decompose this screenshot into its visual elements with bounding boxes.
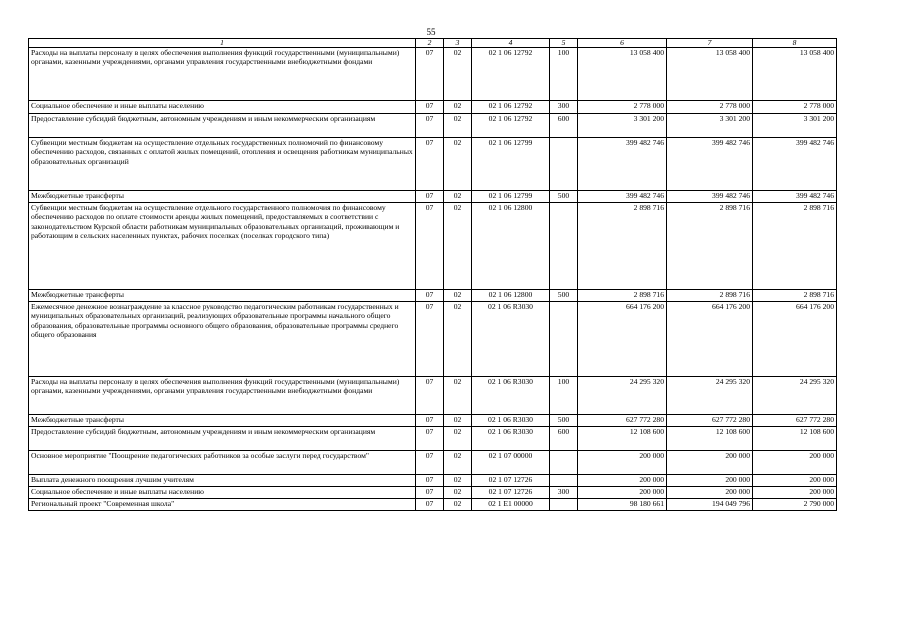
- section-cell: 07: [416, 114, 444, 138]
- target-article-cell: 02 1 07 12726: [472, 475, 550, 487]
- amount-year3-cell: 627 772 280: [753, 415, 837, 427]
- amount-year2-cell: 627 772 280: [667, 415, 753, 427]
- expense-type-cell: [550, 451, 578, 475]
- amount-year3-cell: 13 058 400: [753, 48, 837, 101]
- section-cell: 07: [416, 415, 444, 427]
- amount-year2-cell: 399 482 746: [667, 138, 753, 191]
- subsection-cell: 02: [444, 114, 472, 138]
- amount-year3-cell: 200 000: [753, 451, 837, 475]
- amount-year3-cell: 2 898 716: [753, 203, 837, 290]
- amount-year2-cell: 399 482 746: [667, 191, 753, 203]
- expense-type-cell: [550, 499, 578, 511]
- header-cell: 5: [550, 39, 578, 48]
- amount-year3-cell: 399 482 746: [753, 191, 837, 203]
- expense-type-cell: 100: [550, 377, 578, 415]
- table-row: [29, 302, 837, 377]
- amount-year1-cell: 98 180 661: [578, 499, 667, 511]
- description-cell: Межбюджетные трансферты: [29, 191, 416, 203]
- table-row: [29, 191, 837, 203]
- expense-type-cell: [550, 138, 578, 191]
- header-cell: 8: [753, 39, 837, 48]
- table-row: [29, 377, 837, 415]
- section-cell: 07: [416, 48, 444, 101]
- table-row: [29, 203, 837, 290]
- section-cell: 07: [416, 101, 444, 114]
- header-cell: 3: [444, 39, 472, 48]
- expense-type-cell: 300: [550, 487, 578, 499]
- amount-year2-cell: 2 898 716: [667, 203, 753, 290]
- description-cell: Ежемесячное денежное вознаграждение за классное руководство педагогическим работникам государственных и муниципальных образовательных организаций, реализующих образовательные программы начального общего образования, образовательные программы основного общего образования, образовательные программы среднего общего образования: [29, 302, 416, 377]
- expense-type-cell: 600: [550, 114, 578, 138]
- amount-year1-cell: 200 000: [578, 487, 667, 499]
- subsection-cell: 02: [444, 290, 472, 302]
- amount-year1-cell: 24 295 320: [578, 377, 667, 415]
- amount-year3-cell: 2 790 000: [753, 499, 837, 511]
- amount-year2-cell: 3 301 200: [667, 114, 753, 138]
- target-article-cell: 02 1 07 00000: [472, 451, 550, 475]
- description-cell: Субвенции местным бюджетам на осуществление отдельного государственного полномочия по финансовому обеспечению расходов по оплате стоимости аренды жилых помещений, предоставляемых в соответствии с законодательством Курской области работникам муниципальных образовательных организаций, проживающим и работающим в сельских населенных пунктах, рабочих поселках (поселках городского типа): [29, 203, 416, 290]
- amount-year2-cell: 12 108 600: [667, 427, 753, 451]
- description-cell: Межбюджетные трансферты: [29, 415, 416, 427]
- section-cell: 07: [416, 203, 444, 290]
- description-cell: Предоставление субсидий бюджетным, автономным учреждениям и иным некоммерческим организациям: [29, 114, 416, 138]
- amount-year1-cell: 399 482 746: [578, 191, 667, 203]
- amount-year3-cell: 24 295 320: [753, 377, 837, 415]
- target-article-cell: 02 1 06 R3030: [472, 415, 550, 427]
- section-cell: 07: [416, 451, 444, 475]
- amount-year2-cell: 200 000: [667, 475, 753, 487]
- amount-year3-cell: 3 301 200: [753, 114, 837, 138]
- amount-year1-cell: 2 778 000: [578, 101, 667, 114]
- subsection-cell: 02: [444, 427, 472, 451]
- table-row: [29, 475, 837, 487]
- table-row: [29, 487, 837, 499]
- expense-type-cell: 500: [550, 191, 578, 203]
- table-row: [29, 451, 837, 475]
- table-row: [29, 101, 837, 114]
- section-cell: 07: [416, 138, 444, 191]
- amount-year1-cell: 2 898 716: [578, 203, 667, 290]
- target-article-cell: 02 1 07 12726: [472, 487, 550, 499]
- target-article-cell: 02 1 06 12800: [472, 203, 550, 290]
- description-cell: Межбюджетные трансферты: [29, 290, 416, 302]
- amount-year1-cell: 13 058 400: [578, 48, 667, 101]
- table-row: [29, 499, 837, 511]
- description-cell: Субвенции местным бюджетам на осуществление отдельных государственных полномочий по финансовому обеспечению расходов, связанных с оплатой жилых помещений, отопления и освещения работникам муниципальных образовательных организаций: [29, 138, 416, 191]
- target-article-cell: 02 1 06 R3030: [472, 427, 550, 451]
- subsection-cell: 02: [444, 415, 472, 427]
- subsection-cell: 02: [444, 203, 472, 290]
- subsection-cell: 02: [444, 302, 472, 377]
- description-cell: Предоставление субсидий бюджетным, автономным учреждениям и иным некоммерческим организациям: [29, 427, 416, 451]
- amount-year3-cell: 2 778 000: [753, 101, 837, 114]
- header-cell: 2: [416, 39, 444, 48]
- target-article-cell: 02 1 06 12792: [472, 114, 550, 138]
- expense-type-cell: 500: [550, 290, 578, 302]
- header-cell: 7: [667, 39, 753, 48]
- amount-year2-cell: 194 049 796: [667, 499, 753, 511]
- description-cell: Выплата денежного поощрения лучшим учителям: [29, 475, 416, 487]
- amount-year3-cell: 664 176 200: [753, 302, 837, 377]
- amount-year2-cell: 200 000: [667, 451, 753, 475]
- target-article-cell: 02 1 06 12800: [472, 290, 550, 302]
- description-cell: Социальное обеспечение и иные выплаты населению: [29, 101, 416, 114]
- subsection-cell: 02: [444, 191, 472, 203]
- expense-type-cell: 300: [550, 101, 578, 114]
- table-row: [29, 138, 837, 191]
- subsection-cell: 02: [444, 377, 472, 415]
- table-row: [29, 48, 837, 101]
- amount-year2-cell: 2 898 716: [667, 290, 753, 302]
- section-cell: 07: [416, 427, 444, 451]
- amount-year1-cell: 12 108 600: [578, 427, 667, 451]
- amount-year1-cell: 399 482 746: [578, 138, 667, 191]
- subsection-cell: 02: [444, 475, 472, 487]
- header-row: [29, 39, 837, 48]
- section-cell: 07: [416, 487, 444, 499]
- amount-year1-cell: 200 000: [578, 475, 667, 487]
- table-row: [29, 114, 837, 138]
- expense-type-cell: [550, 203, 578, 290]
- amount-year3-cell: 200 000: [753, 475, 837, 487]
- section-cell: 07: [416, 191, 444, 203]
- description-cell: Региональный проект "Современная школа": [29, 499, 416, 511]
- expense-type-cell: [550, 475, 578, 487]
- expense-type-cell: [550, 302, 578, 377]
- description-cell: Расходы на выплаты персоналу в целях обеспечения выполнения функций государственными (муниципальными) органами, казенными учреждениями, органами управления государственными внебюджетными фондами: [29, 48, 416, 101]
- section-cell: 07: [416, 475, 444, 487]
- amount-year1-cell: 3 301 200: [578, 114, 667, 138]
- target-article-cell: 02 1 06 R3030: [472, 302, 550, 377]
- section-cell: 07: [416, 377, 444, 415]
- page-number: 55: [426, 27, 436, 37]
- subsection-cell: 02: [444, 451, 472, 475]
- amount-year1-cell: 664 176 200: [578, 302, 667, 377]
- description-cell: Основное мероприятие "Поощрение педагогических работников за особые заслуги перед государством": [29, 451, 416, 475]
- budget-table: [28, 38, 837, 511]
- amount-year2-cell: 200 000: [667, 487, 753, 499]
- description-cell: Расходы на выплаты персоналу в целях обеспечения выполнения функций государственными (муниципальными) органами, казенными учреждениями, органами управления государственными внебюджетными фондами: [29, 377, 416, 415]
- header-cell: 6: [578, 39, 667, 48]
- table-row: [29, 427, 837, 451]
- table-row: [29, 415, 837, 427]
- amount-year1-cell: 200 000: [578, 451, 667, 475]
- section-cell: 07: [416, 302, 444, 377]
- description-cell: Социальное обеспечение и иные выплаты населению: [29, 487, 416, 499]
- expense-type-cell: 100: [550, 48, 578, 101]
- header-cell: 4: [472, 39, 550, 48]
- subsection-cell: 02: [444, 101, 472, 114]
- table-row: [29, 290, 837, 302]
- subsection-cell: 02: [444, 48, 472, 101]
- target-article-cell: 02 1 06 R3030: [472, 377, 550, 415]
- amount-year3-cell: 2 898 716: [753, 290, 837, 302]
- amount-year2-cell: 2 778 000: [667, 101, 753, 114]
- section-cell: 07: [416, 290, 444, 302]
- target-article-cell: 02 1 06 12799: [472, 191, 550, 203]
- subsection-cell: 02: [444, 138, 472, 191]
- amount-year1-cell: 2 898 716: [578, 290, 667, 302]
- amount-year1-cell: 627 772 280: [578, 415, 667, 427]
- amount-year3-cell: 200 000: [753, 487, 837, 499]
- expense-type-cell: 500: [550, 415, 578, 427]
- target-article-cell: 02 1 06 12799: [472, 138, 550, 191]
- amount-year3-cell: 399 482 746: [753, 138, 837, 191]
- header-cell: 1: [29, 39, 416, 48]
- target-article-cell: 02 1 E1 00000: [472, 499, 550, 511]
- subsection-cell: 02: [444, 487, 472, 499]
- target-article-cell: 02 1 06 12792: [472, 48, 550, 101]
- section-cell: 07: [416, 499, 444, 511]
- amount-year2-cell: 24 295 320: [667, 377, 753, 415]
- amount-year2-cell: 664 176 200: [667, 302, 753, 377]
- subsection-cell: 02: [444, 499, 472, 511]
- expense-type-cell: 600: [550, 427, 578, 451]
- amount-year2-cell: 13 058 400: [667, 48, 753, 101]
- target-article-cell: 02 1 06 12792: [472, 101, 550, 114]
- amount-year3-cell: 12 108 600: [753, 427, 837, 451]
